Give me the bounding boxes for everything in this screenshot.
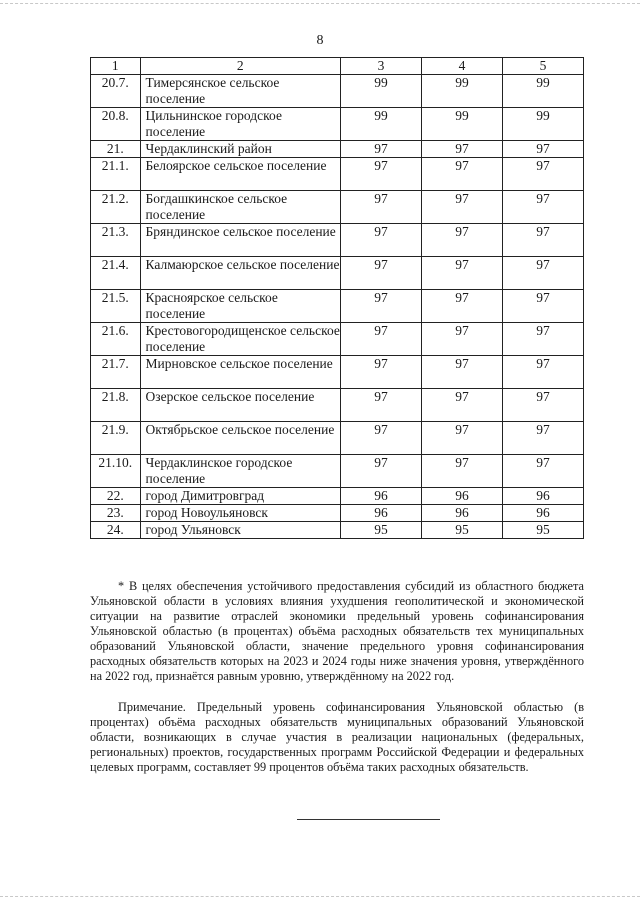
row-value-col3: 97	[340, 323, 421, 356]
header-col-3: 3	[340, 58, 421, 75]
row-value-col5: 97	[502, 455, 583, 488]
table-row	[91, 290, 584, 323]
row-number: 20.7.	[91, 75, 141, 108]
row-value-col5: 97	[502, 224, 583, 257]
page-edge-top	[0, 3, 640, 4]
row-value-col3: 97	[340, 422, 421, 455]
row-number: 21.9.	[91, 422, 141, 455]
row-value-col3: 97	[340, 158, 421, 191]
row-name: Белоярское сельское поселение	[140, 158, 340, 191]
table-row	[91, 323, 584, 356]
row-value-col4: 97	[421, 191, 502, 224]
row-value-col3: 95	[340, 522, 421, 539]
row-name: Тимерсянское сельское поселение	[140, 75, 340, 108]
row-name: город Ульяновск	[140, 522, 340, 539]
row-name: Калмаюрское сельское поселение	[140, 257, 340, 290]
row-value-col5: 99	[502, 108, 583, 141]
row-name: Мирновское сельское поселение	[140, 356, 340, 389]
signature-line	[297, 819, 440, 820]
row-value-col3: 97	[340, 224, 421, 257]
row-value-col4: 96	[421, 505, 502, 522]
table-row	[91, 505, 584, 522]
row-name: Озерское сельское поселение	[140, 389, 340, 422]
row-value-col5: 97	[502, 356, 583, 389]
row-value-col4: 99	[421, 108, 502, 141]
row-number: 21.4.	[91, 257, 141, 290]
header-col-5: 5	[502, 58, 583, 75]
row-name: Бряндинское сельское поселение	[140, 224, 340, 257]
row-number: 21.10.	[91, 455, 141, 488]
header-col-1: 1	[91, 58, 141, 75]
row-number: 21.3.	[91, 224, 141, 257]
table-header-row	[91, 58, 584, 75]
row-name: Чердаклинское городское поселение	[140, 455, 340, 488]
row-value-col3: 99	[340, 75, 421, 108]
table-row	[91, 257, 584, 290]
row-value-col5: 97	[502, 191, 583, 224]
row-value-col5: 97	[502, 141, 583, 158]
table-row	[91, 158, 584, 191]
row-value-col3: 96	[340, 488, 421, 505]
table-row	[91, 488, 584, 505]
row-name: Крестовогородищенское сельское поселение	[140, 323, 340, 356]
table-row	[91, 389, 584, 422]
row-value-col5: 96	[502, 488, 583, 505]
row-value-col3: 97	[340, 191, 421, 224]
row-value-col3: 97	[340, 141, 421, 158]
row-value-col4: 97	[421, 158, 502, 191]
row-value-col5: 97	[502, 389, 583, 422]
row-value-col4: 97	[421, 389, 502, 422]
row-number: 20.8.	[91, 108, 141, 141]
row-name: Октябрьское сельское поселение	[140, 422, 340, 455]
row-name: Богдашкинское сельское поселение	[140, 191, 340, 224]
row-value-col4: 95	[421, 522, 502, 539]
page-edge-bottom	[0, 896, 640, 897]
row-value-col5: 97	[502, 323, 583, 356]
row-value-col4: 97	[421, 290, 502, 323]
row-value-col4: 97	[421, 257, 502, 290]
row-value-col5: 97	[502, 290, 583, 323]
table-row	[91, 224, 584, 257]
row-value-col5: 95	[502, 522, 583, 539]
subsidy-table	[90, 57, 584, 539]
row-value-col4: 97	[421, 141, 502, 158]
row-number: 21.5.	[91, 290, 141, 323]
table-row	[91, 522, 584, 539]
row-value-col3: 97	[340, 389, 421, 422]
row-value-col4: 97	[421, 323, 502, 356]
row-number: 21.8.	[91, 389, 141, 422]
table-row	[91, 191, 584, 224]
row-number: 23.	[91, 505, 141, 522]
footnote: * В целях обеспечения устойчивого предоставления субсидий из областного бюджета Ульяновской области в условиях влияния ухудшения геополитической и экономической ситуации на развитие отраслей экономики предельный уровень софинансирования Ульяновской областью (в процентах) объёма расходных обязательств тех муниципальных образований Ульяновской области, значение предельного уровня софинансирования расходных обязательств которых на 2023 и 2024 годы ниже значения уровня, утверждённого на 2022 год, признаётся равным уровню, утверждённому на 2022 год.	[90, 579, 584, 683]
row-value-col4: 97	[421, 455, 502, 488]
row-value-col4: 97	[421, 422, 502, 455]
row-value-col4: 96	[421, 488, 502, 505]
row-value-col3: 97	[340, 455, 421, 488]
row-name: Красноярское сельское поселение	[140, 290, 340, 323]
row-number: 21.2.	[91, 191, 141, 224]
row-number: 21.7.	[91, 356, 141, 389]
row-value-col3: 97	[340, 257, 421, 290]
table-row	[91, 422, 584, 455]
table-row	[91, 356, 584, 389]
row-value-col5: 96	[502, 505, 583, 522]
row-number: 21.	[91, 141, 141, 158]
row-value-col3: 99	[340, 108, 421, 141]
page-number: 8	[316, 33, 324, 48]
row-number: 24.	[91, 522, 141, 539]
row-value-col5: 99	[502, 75, 583, 108]
table-row	[91, 75, 584, 108]
row-name: город Новоульяновск	[140, 505, 340, 522]
row-value-col5: 97	[502, 422, 583, 455]
row-name: город Димитровград	[140, 488, 340, 505]
header-col-4: 4	[421, 58, 502, 75]
table-row	[91, 108, 584, 141]
row-number: 21.1.	[91, 158, 141, 191]
table-row	[91, 455, 584, 488]
row-name: Цильнинское городское поселение	[140, 108, 340, 141]
row-name: Чердаклинский район	[140, 141, 340, 158]
row-number: 21.6.	[91, 323, 141, 356]
row-value-col4: 97	[421, 356, 502, 389]
row-value-col3: 97	[340, 290, 421, 323]
row-value-col5: 97	[502, 158, 583, 191]
table-row	[91, 141, 584, 158]
remark: Примечание. Предельный уровень софинансирования Ульяновской областью (в процентах) объёма расходных обязательств муниципальных образований Ульяновской области, возникающих в случае участия в реализации национальных (федеральных, региональных) проектов, государственных программ Российской Федерации и федеральных целевых программ, составляет 99 процентов объёма таких расходных обязательств.	[90, 700, 584, 774]
row-value-col4: 97	[421, 224, 502, 257]
header-col-2: 2	[140, 58, 340, 75]
row-number: 22.	[91, 488, 141, 505]
row-value-col5: 97	[502, 257, 583, 290]
row-value-col4: 99	[421, 75, 502, 108]
row-value-col3: 97	[340, 356, 421, 389]
row-value-col3: 96	[340, 505, 421, 522]
